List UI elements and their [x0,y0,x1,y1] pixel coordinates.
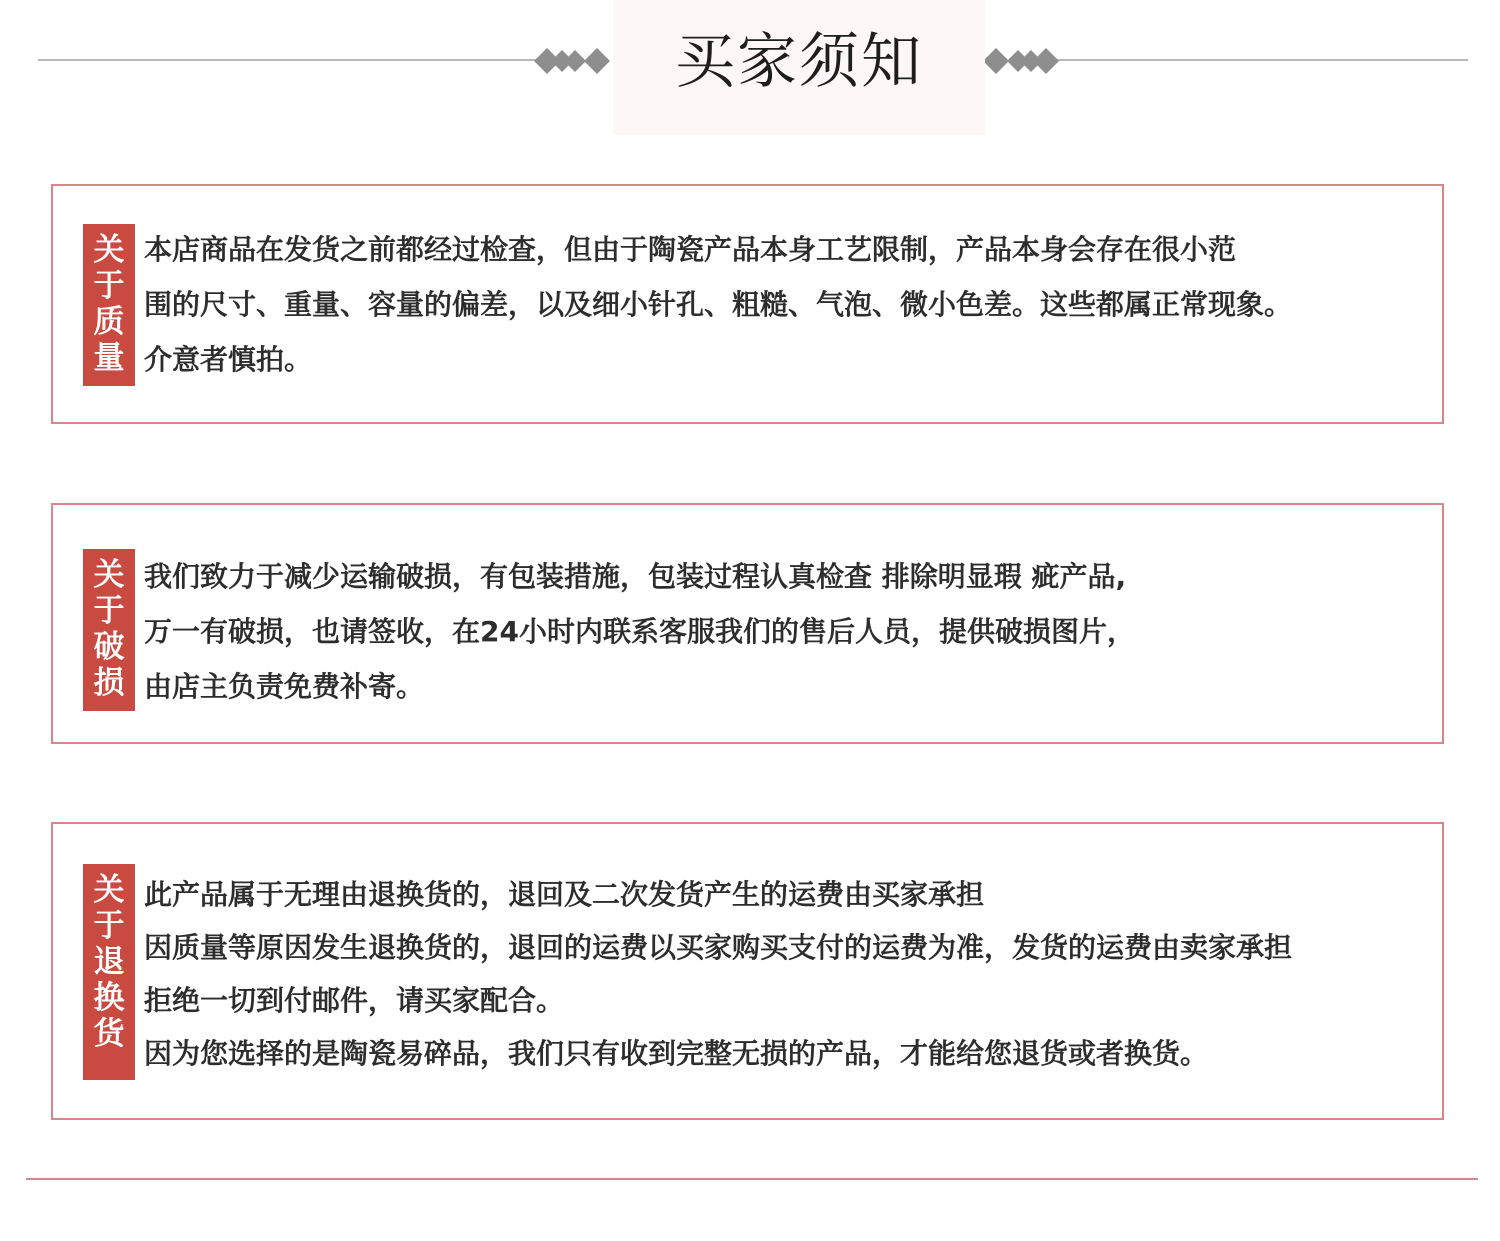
notice-damage [51,503,1444,744]
notice-line: 万一有破损，也请签收，在24小时内联系客服我们的售后人员，提供破损图片， [144,615,1135,648]
section-tag-char: 关 [93,557,125,593]
section-tag-char: 破 [93,629,125,665]
notice-returns [51,822,1444,1120]
section-text [144,549,1436,714]
header-divider-right [1056,59,1468,61]
section-tag [83,224,135,386]
section-tag-char: 换 [93,980,125,1016]
notice-line: 由店主负责免费补寄。 [144,670,425,703]
section-tag [83,864,135,1080]
footer-divider [26,1178,1478,1180]
section-text [144,868,1436,1080]
notice-line: 介意者慎拍。 [144,343,313,376]
section-text [144,222,1436,387]
section-tag [83,549,135,711]
notice-line: 我们致力于减少运输破损，有包装措施，包装过程认真检查 排除明显瑕 疵产品, [144,560,1127,593]
section-tag-char: 于 [93,908,125,944]
section-tag-char: 于 [93,268,125,304]
notice-line: 本店商品在发货之前都经过检查，但由于陶瓷产品本身工艺限制，产品本身会存在很小范 [144,233,1237,266]
notice-line: 因质量等原因发生退换货的，退回的运费以买家购买支付的运费为准，发货的运费由卖家承担 [144,931,1293,964]
section-tag-char: 货 [93,1016,125,1052]
diamond-cluster-icon [983,44,1059,78]
header-divider-left [38,59,538,61]
section-tag-char: 退 [93,944,125,980]
notice-line: 此产品属于无理由退换货的，退回及二次发货产生的运费由买家承担 [144,878,985,911]
section-tag-char: 损 [93,665,125,701]
notice-line: 因为您选择的是陶瓷易碎品，我们只有收到完整无损的产品，才能给您退货或者换货。 [144,1037,1209,1070]
section-tag-char: 关 [93,872,125,908]
page-title: 买家须知 [675,27,923,97]
notice-quality [51,184,1444,424]
notice-line: 围的尺寸、重量、容量的偏差，以及细小针孔、粗糙、气泡、微小色差。这些都属正常现象。 [144,288,1293,321]
diamond-cluster-icon [534,44,610,78]
section-tag-char: 于 [93,593,125,629]
notice-line: 拒绝一切到付邮件，请买家配合。 [144,984,565,1017]
section-tag-char: 质 [93,304,125,340]
section-tag-char: 量 [93,340,125,376]
section-tag-char: 关 [93,232,125,268]
